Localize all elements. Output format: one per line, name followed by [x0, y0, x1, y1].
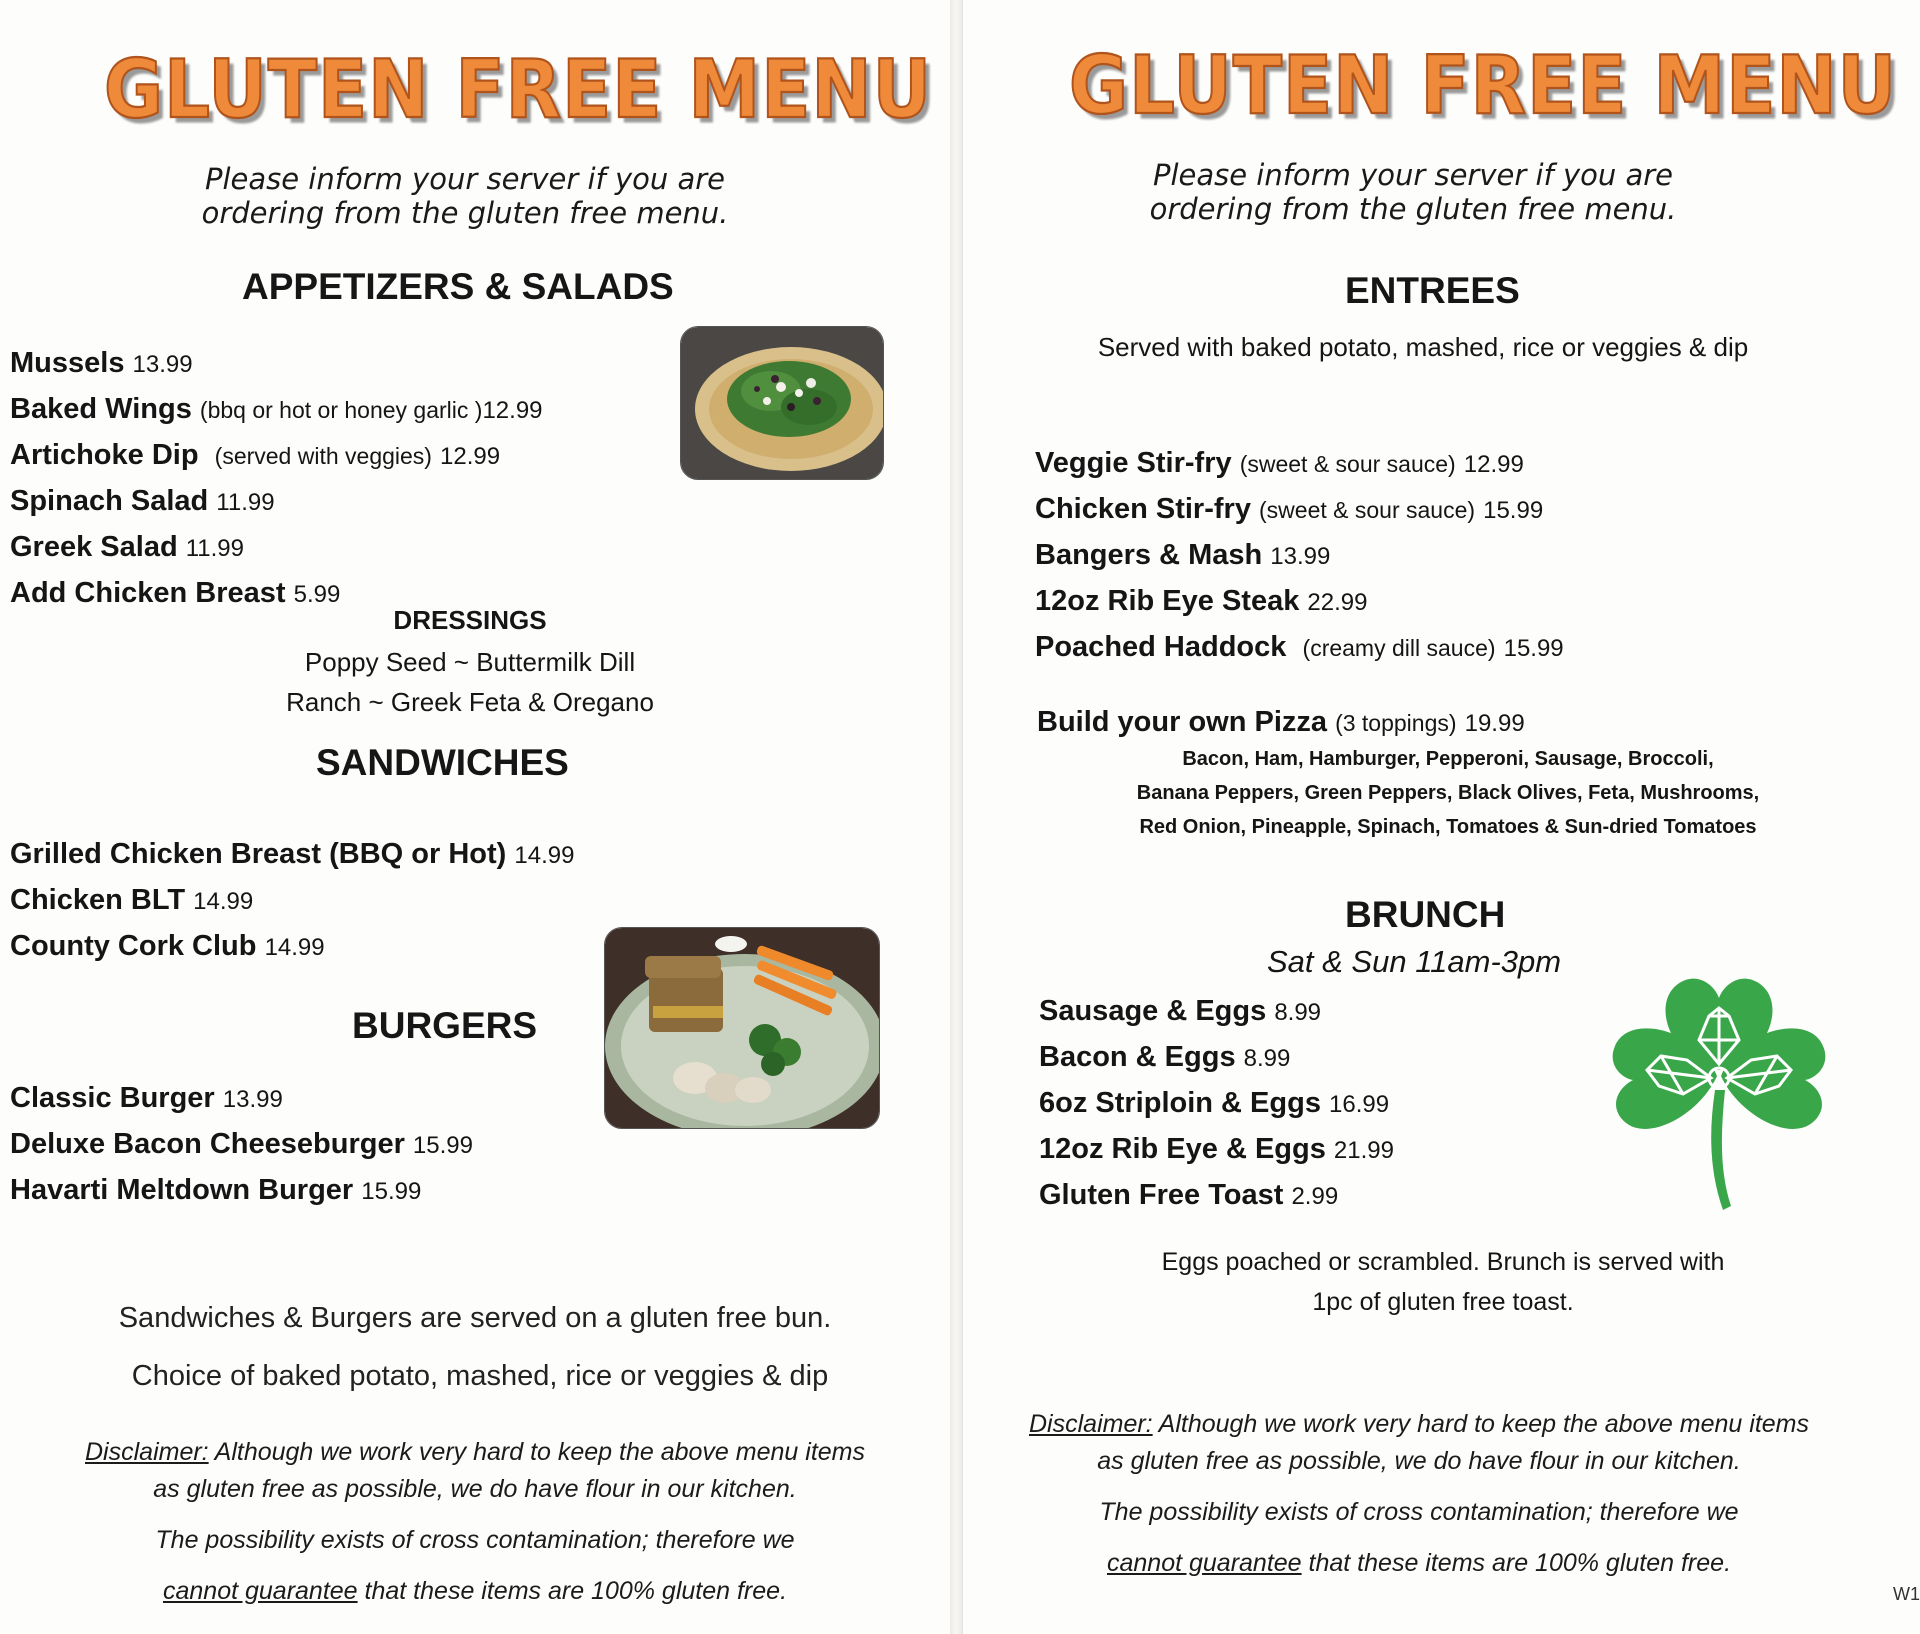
item-price: 11.99	[185, 535, 244, 562]
item-price: 16.99	[1329, 1091, 1390, 1118]
item-name: Artichoke Dip	[10, 439, 199, 471]
section-heading-appetizers: APPETIZERS & SALADS	[242, 266, 674, 307]
item-price: 11.99	[216, 489, 275, 516]
disclaimer-line: The possibility exists of cross contamination; therefore we	[155, 1526, 795, 1554]
pizza-toppings	[1113, 742, 1783, 844]
item-price: 12.99	[1463, 451, 1524, 478]
section-heading-brunch: BRUNCH	[1345, 894, 1506, 935]
item-name: Bacon & Eggs	[1039, 1041, 1236, 1073]
item-note: (creamy dill sauce)	[1302, 635, 1496, 661]
salad-photo	[680, 326, 884, 480]
brunch-note-line: 1pc of gluten free toast.	[1312, 1288, 1574, 1316]
item-price: 5.99	[293, 581, 341, 608]
menu-item	[1039, 1173, 1394, 1219]
menu-item	[10, 1076, 473, 1122]
item-name: Classic Burger	[10, 1082, 215, 1114]
appetizer-list	[10, 341, 543, 617]
item-name: Greek Salad	[10, 531, 178, 563]
pizza-item	[1037, 700, 1525, 746]
section-heading-burgers: BURGERS	[352, 1005, 538, 1046]
menu-item	[1039, 989, 1394, 1035]
item-name: Mussels	[10, 347, 125, 379]
menu-item	[1035, 441, 1564, 487]
disclaimer-text: that these items are 100% gluten free.	[357, 1577, 788, 1605]
item-name: County Cork Club	[10, 930, 257, 962]
disclaimer-label: Disclaimer:	[1029, 1410, 1153, 1438]
brunch-note-line: Eggs poached or scrambled. Brunch is served with	[1161, 1248, 1725, 1276]
item-name: 12oz Rib Eye & Eggs	[1039, 1133, 1326, 1165]
item-name: Gluten Free Toast	[1039, 1179, 1284, 1211]
disclaimer-line	[0, 1434, 950, 1471]
item-price: 12.99	[440, 443, 501, 470]
inform-line: Please inform your server if you are	[1152, 158, 1674, 192]
item-price: 14.99	[193, 888, 254, 915]
menu-item	[10, 479, 543, 525]
page-fold	[950, 0, 962, 1634]
item-name: Bangers & Mash	[1035, 539, 1263, 571]
sides-note: Choice of baked potato, mashed, rice or veggies & dip	[131, 1360, 829, 1392]
menu-item	[1035, 487, 1564, 533]
menu-item	[10, 832, 574, 878]
item-name: Spinach Salad	[10, 485, 209, 517]
dressing-line: Ranch ~ Greek Feta & Oregano	[286, 687, 654, 717]
menu-item	[1035, 625, 1564, 671]
item-note: (sweet & sour sauce)	[1239, 451, 1456, 477]
disclaimer-line	[969, 1545, 1869, 1582]
disclaimer-text: Although we work very hard to keep the above menu items	[1152, 1410, 1809, 1438]
item-price: 13.99	[222, 1086, 283, 1113]
item-name: Havarti Meltdown Burger	[10, 1174, 354, 1206]
disclaimer-underlined: cannot guarantee	[162, 1577, 358, 1605]
menu-item	[10, 1168, 473, 1214]
item-name: 12oz Rib Eye Steak	[1035, 585, 1300, 617]
salad-photo-graphic	[681, 327, 883, 479]
disclaimer-underlined: cannot guarantee	[1106, 1549, 1302, 1577]
shamrock-graphic	[1599, 960, 1839, 1220]
entree-list	[1035, 441, 1564, 671]
menu-item	[10, 1122, 473, 1168]
left-menu-page	[0, 0, 950, 1634]
dressing-line: Poppy Seed ~ Buttermilk Dill	[304, 647, 636, 677]
menu-item	[10, 341, 543, 387]
menu-item	[10, 387, 543, 433]
item-name: Grilled Chicken Breast (BBQ or Hot)	[10, 838, 507, 870]
item-price: 19.99	[1464, 710, 1525, 737]
topping-line: Red Onion, Pineapple, Spinach, Tomatoes & Sun-dried Tomatoes	[1139, 816, 1757, 838]
menu-item	[10, 878, 574, 924]
disclaimer-line: as gluten free as possible, we do have flour in our kitchen.	[153, 1475, 797, 1503]
disclaimer-text: Although we work very hard to keep the above menu items	[208, 1438, 865, 1466]
item-price: 8.99	[1274, 999, 1322, 1026]
item-name: Chicken Stir-fry	[1035, 493, 1251, 525]
sandwich-photo	[604, 927, 880, 1129]
inform-server-note	[150, 162, 780, 230]
inform-line: Please inform your server if you are	[204, 162, 726, 196]
menu-item	[10, 433, 543, 479]
item-price: 15.99	[1503, 635, 1564, 662]
item-price: 8.99	[1243, 1045, 1291, 1072]
brunch-note	[1073, 1242, 1813, 1322]
section-heading-entrees: ENTREES	[1345, 270, 1520, 311]
topping-line: Banana Peppers, Green Peppers, Black Olives, Feta, Mushrooms,	[1136, 782, 1760, 804]
brunch-hours: Sat & Sun 11am-3pm	[1267, 944, 1562, 979]
item-name: Baked Wings	[10, 393, 192, 425]
entrees-subtitle: Served with baked potato, mashed, rice or veggies & dip	[1097, 332, 1749, 362]
item-price: 12.99	[482, 397, 543, 424]
item-price: 22.99	[1307, 589, 1368, 616]
item-name: Chicken BLT	[10, 884, 186, 916]
item-price: 21.99	[1333, 1137, 1394, 1164]
item-note: (sweet & sour sauce)	[1259, 497, 1476, 523]
menu-title: GLUTEN FREE MENU	[1069, 38, 1898, 133]
item-price: 13.99	[132, 351, 193, 378]
menu-item	[10, 924, 574, 970]
menu-item	[1035, 533, 1564, 579]
bun-note: Sandwiches & Burgers are served on a gluten free bun.	[118, 1302, 832, 1334]
item-name: 6oz Striploin & Eggs	[1039, 1087, 1321, 1119]
sandwich-list	[10, 832, 574, 970]
menu-item	[1039, 1035, 1394, 1081]
item-price: 15.99	[412, 1132, 473, 1159]
disclaimer	[969, 1406, 1869, 1582]
disclaimer-line: as gluten free as possible, we do have flour in our kitchen.	[1097, 1447, 1741, 1475]
disclaimer-line	[969, 1406, 1869, 1443]
dressings-heading: DRESSINGS	[393, 605, 547, 635]
item-price: 15.99	[361, 1178, 422, 1205]
burger-list	[10, 1076, 473, 1214]
item-price: 14.99	[264, 934, 325, 961]
inform-line: ordering from the gluten free menu.	[1149, 192, 1677, 226]
topping-line: Bacon, Ham, Hamburger, Pepperoni, Sausage, Broccoli,	[1182, 748, 1714, 770]
section-heading-sandwiches: SANDWICHES	[316, 742, 569, 783]
item-note: (3 toppings)	[1335, 710, 1457, 736]
disclaimer	[0, 1434, 950, 1610]
item-note: (served with veggies)	[214, 443, 432, 469]
disclaimer-text: that these items are 100% gluten free.	[1301, 1549, 1732, 1577]
inform-server-note	[1093, 158, 1733, 226]
menu-item	[1035, 579, 1564, 625]
item-name: Deluxe Bacon Cheeseburger	[10, 1128, 405, 1160]
menu-item	[1039, 1081, 1394, 1127]
page-edge-mark: W1	[1893, 1584, 1920, 1604]
brunch-list	[1039, 989, 1394, 1219]
item-name: Sausage & Eggs	[1039, 995, 1267, 1027]
item-note: (bbq or hot or honey garlic )	[199, 397, 483, 423]
item-price: 15.99	[1483, 497, 1544, 524]
item-price: 14.99	[514, 842, 575, 869]
shamrock-icon	[1599, 960, 1839, 1220]
item-name: Poached Haddock	[1035, 631, 1287, 663]
item-name: Build your own Pizza	[1037, 706, 1328, 738]
disclaimer-line: The possibility exists of cross contamination; therefore we	[1099, 1498, 1739, 1526]
dressings-block	[140, 605, 800, 722]
disclaimer-line	[0, 1573, 950, 1610]
menu-item	[10, 525, 543, 571]
item-price: 2.99	[1291, 1183, 1339, 1210]
item-name: Veggie Stir-fry	[1035, 447, 1232, 479]
item-price: 13.99	[1270, 543, 1331, 570]
sandwich-photo-graphic	[605, 928, 879, 1128]
inform-line: ordering from the gluten free menu.	[201, 196, 729, 230]
right-menu-page	[962, 0, 1920, 1634]
disclaimer-label: Disclaimer:	[85, 1438, 209, 1466]
menu-item	[1039, 1127, 1394, 1173]
item-name: Add Chicken Breast	[10, 577, 286, 609]
menu-title: GLUTEN FREE MENU	[104, 42, 933, 137]
